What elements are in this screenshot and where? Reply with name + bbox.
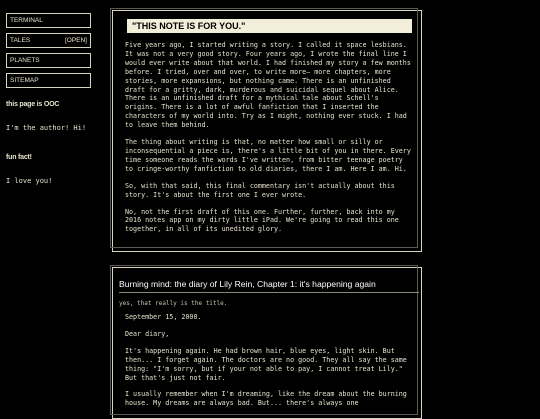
nav-item-label: TERMINAL xyxy=(10,17,43,24)
sidebar-nav xyxy=(6,13,91,93)
note-title: "THIS NOTE IS FOR YOU." xyxy=(127,19,412,33)
ooc-heading: this page is OOC xyxy=(6,101,60,108)
chapter-title[interactable]: Burning mind: the diary of Lily Rein, Chapter 1: it's happening again xyxy=(119,279,419,293)
note-body xyxy=(125,41,411,242)
chapter-body xyxy=(125,313,411,416)
diary-paragraph: I usually remember when I'm dreaming, like the dream about the burning house. My dreams are always bad. But... there's always one xyxy=(125,390,407,408)
note-paragraph: Five years ago, I started writing a story. I called it space lesbians. It was not a very good story. Four years ago, I wrote the final line I would ever write about that world. I had finished my story a few months before. I tried, over and over, to write more— more chapters, more stories, more expansions, but nothing came. There is an unfinished draft for a gritty, dark, murderous and suicidal sequel about Alice. There is an unfinished draft for a mythical tale about Schell's origins. There is a lot of awful fanfiction that I inserted the characters of my world into. Try as I might, nothing ever stuck. I had to leave them behind. xyxy=(125,41,411,130)
diary-paragraph: It's happening again. He had brown hair, blue eyes, light skin. But then... I forget again. The doctors are no good. They all say the same thing: "I'm sorry, but if your not able to pay, I cannot treat Lily." But that's just not fair. xyxy=(125,346,407,382)
chapter-subtitle: yes, that really is the title. xyxy=(119,300,228,307)
fun-fact-text: I love you! xyxy=(6,177,53,185)
fun-fact-heading: fun fact! xyxy=(6,154,32,161)
note-post xyxy=(112,10,422,252)
nav-item-terminal[interactable] xyxy=(6,13,91,28)
nav-item-status: [OPEN] xyxy=(64,37,87,44)
nav-item-label: TALES xyxy=(10,37,31,44)
note-paragraph: So, with that said, this final commentary isn't actually about this story. It's about the first one I ever wrote. xyxy=(125,181,395,199)
nav-item-label: SITEMAP xyxy=(10,77,39,84)
nav-item-sitemap[interactable] xyxy=(6,73,91,88)
diary-date: September 15, 2000. xyxy=(125,313,202,321)
nav-item-tales[interactable] xyxy=(6,33,91,48)
note-paragraph: No, not the first draft of this one. Further, further, back into my 2016 notes app on my dirty little iPad. We're going to read this one together, in all of its unedited glory. xyxy=(125,207,399,234)
ooc-text: I'm the author! Hi! xyxy=(6,124,87,132)
nav-item-label: PLANETS xyxy=(10,57,40,64)
diary-greeting: Dear diary, xyxy=(125,329,170,338)
nav-item-planets[interactable] xyxy=(6,53,91,68)
chapter-post xyxy=(112,267,422,419)
note-paragraph: The thing about writing is that, no matter how small or silly or inconsequential a piece is, there's a little bit of you in there. Every time someone reads the words I've written, from bitter teenage poetry to cringe-worthy fanfiction to old diaries, there I am. Here I am. Hi. xyxy=(125,138,411,173)
